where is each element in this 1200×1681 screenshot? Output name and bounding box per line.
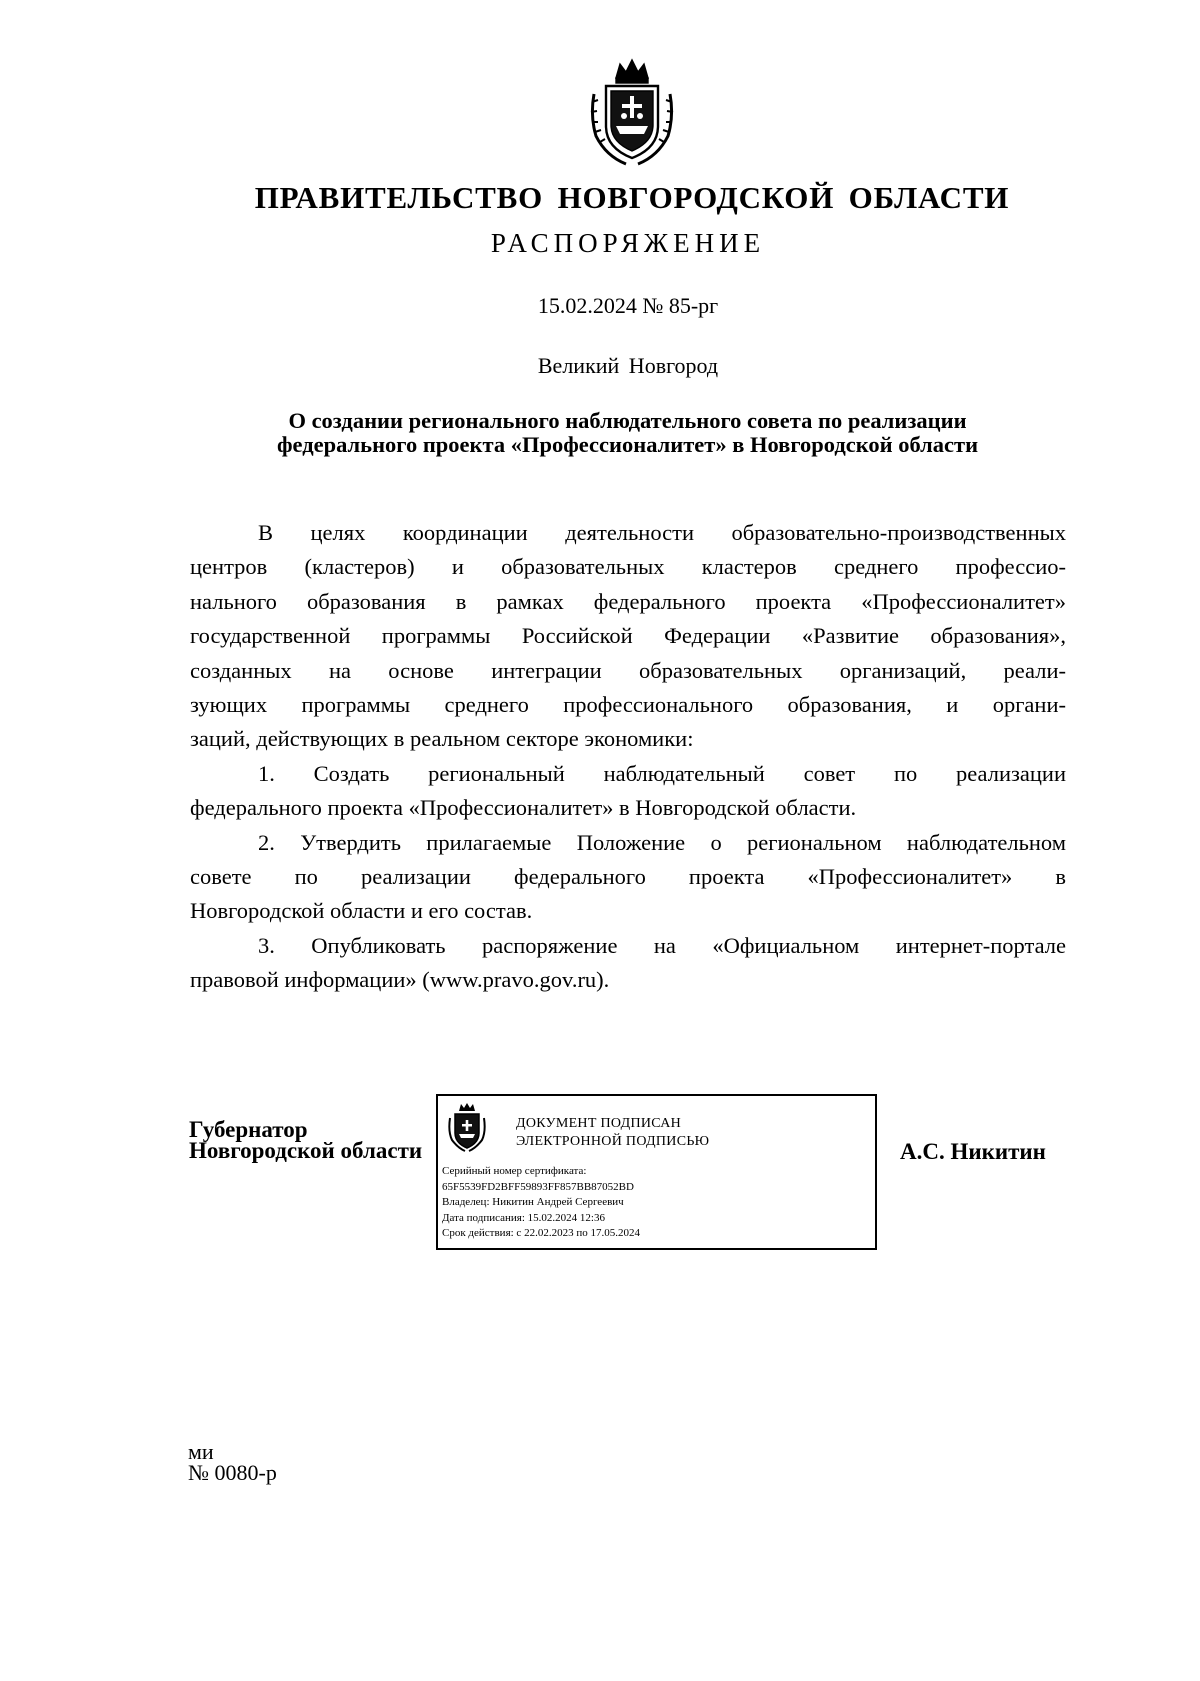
stamp-coat-of-arms-icon bbox=[446, 1102, 488, 1152]
body-line: 2. Утвердить прилагаемые Положение о региональном наблюдательном bbox=[258, 829, 1066, 855]
certificate-owner: Владелец: Никитин Андрей Сергеевич bbox=[442, 1196, 624, 1209]
signer-position bbox=[189, 1119, 422, 1161]
certificate-validity: Срок действия: с 22.02.2023 по 17.05.2024 bbox=[442, 1227, 640, 1240]
body-line: государственной программы Российской Федерации «Развитие образования», bbox=[190, 623, 1066, 649]
signer-position-line: Губернатор bbox=[189, 1117, 308, 1142]
body-line: зующих программы среднего профессионального образования, и органи- bbox=[190, 691, 1066, 717]
document-subject bbox=[190, 409, 1065, 457]
signer-position-line: Новгородской области bbox=[189, 1138, 423, 1163]
certificate-number: 65F5539FD2BFF59893FF857BB87052BD bbox=[442, 1180, 634, 1193]
body-line: созданных на основе интеграции образовательных организаций, реали- bbox=[190, 657, 1066, 683]
signer-name: А.С. Никитин bbox=[900, 1139, 1046, 1164]
body-line: В целях координации деятельности образовательно-производственных bbox=[258, 520, 1066, 545]
document-date-number: 15.02.2024 № 85-рг bbox=[537, 293, 719, 318]
body-line: 3. Опубликовать распоряжение на «Официальном интернет-портале bbox=[258, 932, 1066, 958]
stamp-title bbox=[516, 1115, 709, 1151]
body-line: нального образования в рамках федерального проекта «Профессионалитет» bbox=[190, 588, 1066, 614]
certificate-label: Серийный номер сертификата: bbox=[442, 1165, 587, 1177]
body-line: федерального проекта «Профессионалитет» в Новгородской области. bbox=[190, 795, 857, 821]
document-type: РАСПОРЯЖЕНИЕ bbox=[490, 228, 766, 258]
document-body bbox=[190, 516, 1066, 997]
stamp-details bbox=[442, 1164, 640, 1242]
stamp-title-line: ЭЛЕКТРОННОЙ ПОДПИСЬЮ bbox=[516, 1134, 710, 1149]
body-line: 1. Создать региональный наблюдательный совет по реализации bbox=[258, 760, 1066, 786]
stamp-title-line: ДОКУМЕНТ ПОДПИСАН bbox=[516, 1116, 682, 1131]
body-line: центров (кластеров) и образовательных кластеров среднего профессио- bbox=[190, 554, 1066, 580]
footer-initials: ми bbox=[188, 1439, 214, 1464]
coat-of-arms-icon bbox=[586, 56, 678, 168]
body-line: Новгородской области и его состав. bbox=[190, 898, 533, 924]
subject-line: федерального проекта «Профессионалитет» в Новгородской области bbox=[276, 432, 979, 457]
footer-registration bbox=[188, 1441, 277, 1483]
document-city: Великий Новгород bbox=[537, 353, 719, 378]
signing-date: Дата подписания: 15.02.2024 12:36 bbox=[442, 1211, 605, 1224]
footer-code: № 0080-р bbox=[188, 1460, 277, 1485]
body-line: правовой информации» (www.pravo.gov.ru). bbox=[190, 967, 610, 993]
body-line: совете по реализации федерального проекта «Профессионалитет» в bbox=[190, 863, 1066, 889]
body-line: заций, действующих в реальном секторе экономики: bbox=[190, 726, 694, 752]
subject-line: О создании регионального наблюдательного совета по реализации bbox=[288, 408, 967, 433]
electronic-signature-stamp bbox=[436, 1094, 877, 1250]
organization-title: ПРАВИТЕЛЬСТВО НОВГОРОДСКОЙ ОБЛАСТИ bbox=[254, 180, 1010, 215]
